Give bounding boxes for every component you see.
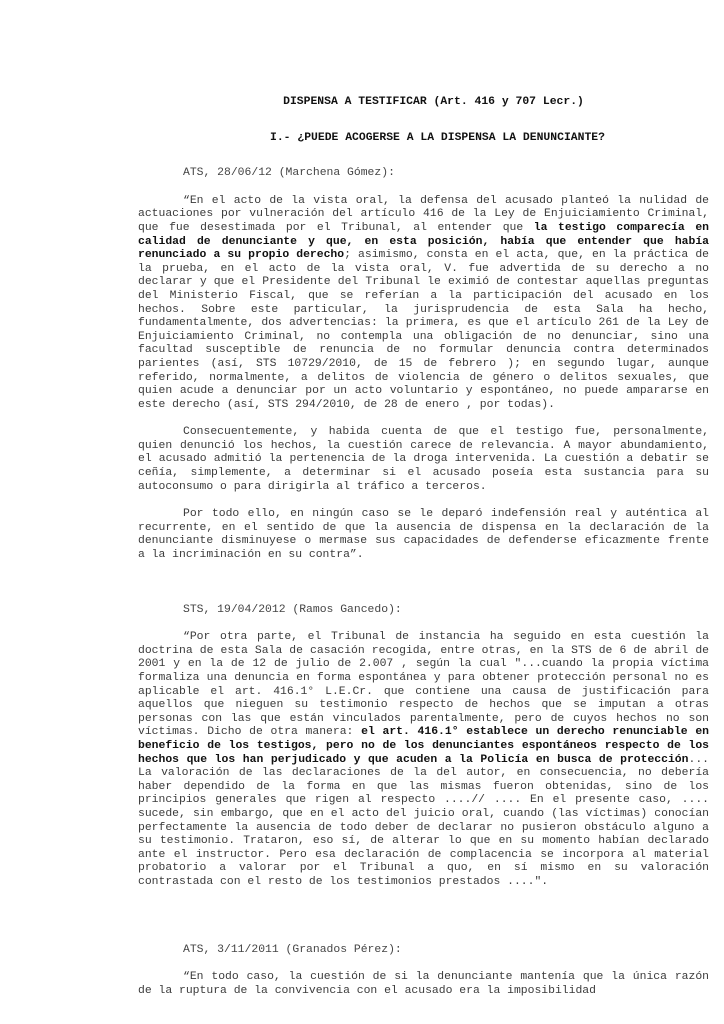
- ruling-ats-2012: [138, 167, 709, 562]
- spacer: [138, 904, 709, 944]
- paragraph-text: ; asimismo, consta en el acta, que, en la práctica de la prueba, en el acto de la vista oral, V. fue advertida de su derecho a no declarar y que el Presidente del Tribunal le eximió de contestar aquellas preguntas del Ministerio Fiscal, que se referían a la participación del acusado en los hechos. Sobre este particular, la jurisprudencia de esta Sala ha hecho, fundamentalmente, dos advertencias: la primera, es que el artículo 261 de la Ley de Enjuiciamiento Criminal, no contempla una obligación de no denunciar, sino una facultad susceptible de renuncia de no formular denuncia contra determinados parientes (así, STS 10729/2010, de 15 de febrero ); en segundo lugar, aunque referido, normalmente, a delitos de violencia de género o delitos sexuales, que quien acude a denunciar por un acto voluntario y espontáneo, no puede ampararse en este derecho (así, STS 294/2010, de 28 de enero , por todas).: [138, 249, 709, 411]
- document-page: [138, 96, 709, 1012]
- paragraph-text: “En el acto de la vista oral, la defensa del acusado planteó la nulidad de actuaciones por vulneración del artículo 416 de la Ley de Enjuiciamiento Criminal, que fue desestimada por el Tribunal, al entender que: [138, 194, 709, 234]
- paragraph-text: ... La valoración de las declaraciones de la del autor, en consecuencia, no debería haber dependido de la forma en que las mismas fueron obtenidas, sino de los principios generales que rigen al respecto ....// .... En el presente caso, .... sucede, sin embargo, que en el acto del juicio oral, cuando (las víctimas) conocían perfectamente la ausencia de todo deber de declarar no pusieron obstáculo alguno a su testimonio. Trataron, eso sí, de alterar lo que en su momento habían declarado ante el instructor. Pero esa declaración de complacencia se incorpora al material probatorio a valorar por el Tribunal a quo, en sí mismo en su valoración contrastada con el resto de los testimonios prestados ....".: [138, 753, 709, 888]
- ruling-paragraph: [138, 508, 709, 562]
- paragraph-emphasis: la testigo comparecía en calidad de denunciante y que, en esta posición, había que entender que había renunciado a su propio derecho: [138, 221, 709, 262]
- paragraph-text: Consecuentemente, y habida cuenta de que el testigo fue, personalmente, quien denunció los hechos, la cuestión carece de relevancia. A mayor abundamiento, el acusado admitió la pertenencia de la droga intervenida. La cuestión a debatir se ceñía, simplemente, a determinar si el acusado poseía esta sustancia para su autoconsumo o para dirigirla al tráfico a terceros.: [138, 426, 709, 493]
- ruling-paragraph: [138, 631, 709, 889]
- section-heading: I.- ¿PUEDE ACOGERSE A LA DISPENSA LA DENUNCIANTE?: [270, 131, 605, 144]
- ruling-paragraph: [138, 195, 709, 413]
- paragraph-text: “En todo caso, la cuestión de si la denunciante mantenía que la única razón de la ruptura de la convivencia con el acusado era la imposibilidad: [138, 971, 709, 997]
- spacer: [138, 577, 709, 604]
- document-title: DISPENSA A TESTIFICAR (Art. 416 y 707 Lecr.): [283, 96, 584, 108]
- ruling-citation: ATS, 28/06/12 (Marchena Gómez):: [183, 167, 395, 180]
- paragraph-text: “Por otra parte, el Tribunal de instancia ha seguido en esta cuestión la doctrina de esta Sala de casación recogida, entre otras, en la STS de 6 de abril de 2001 y en la de 12 de julio de 2.007 , según la cual "...cuando la propia víctima formaliza una denuncia en forma espontánea y para obtener protección personal no es aplicable el art. 416.1° L.E.Cr. que contiene una causa de justificación para aquellos que nieguen su testimonio respecto de hechos que se imputan a otras personas con las que están vinculados parentalmente, pero de cuyos hechos no son víctimas. Dicho de otra manera:: [138, 631, 709, 739]
- ruling-sts-2012: [138, 604, 709, 890]
- paragraph-emphasis: el art. 416.1° establece un derecho renunciable en beneficio de los testigos, pero no de los denunciantes espontáneos respecto de los hechos que los han perjudicado y que acuden a la Policía en busca de protección: [138, 726, 709, 766]
- ruling-citation: STS, 19/04/2012 (Ramos Gancedo):: [183, 603, 402, 616]
- paragraph-text: Por todo ello, en ningún caso se le deparó indefensión real y auténtica al recurrente, en el sentido de que la ausencia de dispensa en la declaración de la denunciante disminuyese o mermase sus capacidades de defenderse eficazmente frente a la incriminación en su contra”.: [138, 508, 709, 562]
- ruling-ats-2011: [138, 944, 709, 999]
- ruling-paragraph: [138, 971, 709, 998]
- ruling-citation: ATS, 3/11/2011 (Granados Pérez):: [183, 943, 402, 956]
- ruling-paragraph: [138, 426, 709, 494]
